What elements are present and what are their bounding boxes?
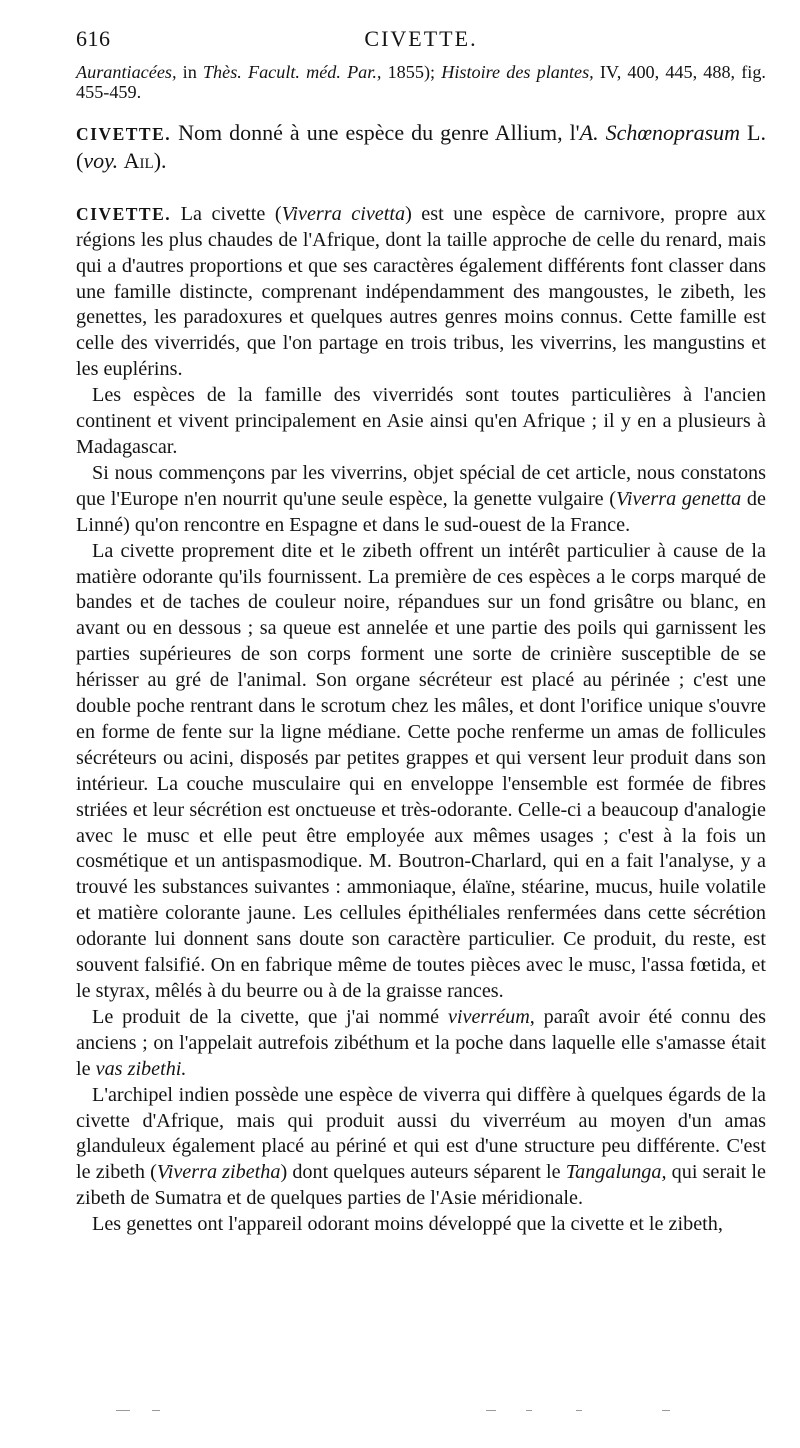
p3-italic: Viverra genetta: [616, 487, 742, 510]
entry1-text-2: L. (: [76, 120, 766, 173]
p6-italic-1: Viverra zibetha: [156, 1161, 281, 1184]
body-text: [76, 62, 766, 1238]
p6-text-a: L'archipel indien possède une espèce de viverra qui diffère à quelques égards de la civette d'Afrique, mais qui produit aussi du viverréum au moyen d'un amas glanduleux également placé au périné et qui est d'une structure peu différente. C'est le zibeth (: [76, 1083, 766, 1184]
entry-headword: CIVETTE.: [76, 124, 172, 144]
ref-text-1: in: [176, 62, 203, 82]
p5-italic-1: viverréum: [447, 1005, 530, 1028]
scan-dash: [152, 1410, 160, 1411]
scan-dash: [662, 1410, 670, 1411]
page-header: [76, 26, 766, 56]
entry1-crossref-ail: Ail: [123, 147, 154, 173]
entry-civette-animal-p1: [76, 202, 766, 383]
entry1-italic-2: voy.: [83, 147, 119, 173]
ref-italic-2: Thès. Facult. méd. Par.,: [202, 62, 382, 82]
paragraph-6: [76, 1083, 766, 1213]
paragraph-4: La civette proprement dite et le zibeth offrent un intérêt particulier à cause de la matière odorante qu'ils fournissent. La première de ces espèces a le corps marqué de bandes et de taches de couleur noire, répandues sur un fond grisâtre ou blanc, en avant ou en dessous ; sa queue est annelée et une partie des poils qui garnissent les parties supérieures de son corps forment une sorte de crinière susceptible de se hérisser au gré de l'animal. Son organe sécréteur est placé au périnée ; c'est une double poche rentrant dans le scrotum chez les mâles, et dont l'orifice unique s'ouvre en forme de fente sur la ligne médiane. Cette poche renferme un amas de follicules sécréteurs ou acini, disposés par petites grappes et qui versent leur produit dans son intérieur. La couche musculaire qui en enveloppe l'ensemble est formée de fibres striées et leur sécrétion est onctueuse et très-odorante. Celle-ci a beaucoup d'analogie avec le musc et elle peut être employée aux mêmes usages ; c'est à la fois un cosmétique et un antispasmodique. M. Boutron-Charlard, qui en a fait l'analyse, y a trouvé les substances suivantes : ammoniaque, élaïne, stéarine, mucus, huile volatile et matière colorante jaune. Les cellules épithéliales renfermées dans cette sécrétion odorante lui donnent sans doute son caractère particulier. Ce produit, du reste, est souvent falsifié. On en fabrique même de toutes pièces avec le musc, l'assa fœtida, et le styrax, mêlés à du beurre ou à de la graisse rances.: [76, 539, 766, 1002]
scan-artifact-dashes: [116, 1410, 676, 1412]
p1-italic: Viverra civetta: [281, 202, 406, 225]
entry-civette-allium: [76, 120, 766, 174]
entry1-text-3: ).: [153, 147, 167, 173]
paragraph-7: Les genettes ont l'appareil odorant moins développé que la civette et le zibeth,: [92, 1213, 723, 1236]
ref-text-3: IV, 400, 445, 488, fig. 455-459.: [76, 62, 766, 102]
p6-italic-2: Tangalunga,: [565, 1161, 667, 1184]
scan-dash: [526, 1410, 532, 1411]
scan-dash: [116, 1410, 130, 1411]
p6-text-b: ) dont quelques auteurs séparent le: [280, 1161, 566, 1184]
scan-dash: [486, 1410, 496, 1411]
running-head: CIVETTE.: [364, 26, 478, 51]
p1-text-a: La civette (: [171, 202, 282, 225]
p5-text-a: Le produit de la civette, que j'ai nommé: [92, 1005, 448, 1028]
entry1-italic-1: A. Schœnoprasum: [579, 120, 741, 145]
paragraph-5: [76, 1005, 766, 1083]
scan-dash: [576, 1410, 582, 1411]
p5-text-b: , paraît avoir été connu des anciens ; on l'appelait autrefois zibéthum et la poche dans laquelle elle s'amasse était le: [76, 1005, 766, 1080]
reference-continuation: [76, 62, 766, 102]
paragraph-3: [76, 461, 766, 539]
p1-text-b: ) est une espèce de carnivore, propre aux régions les plus chaudes de l'Afrique, dont la taille approche de celle du renard, mais qui a d'autres proportions et que ses caractères également différents font classer dans une famille distincte, comprenant indépendamment des mangoustes, le zibeth, les genettes, les paradoxures et quelques autres genres moins connus. Cette famille est celle des viverridés, que l'on partage en trois tribus, les viverrins, les mangustins et les euplérins.: [76, 202, 766, 381]
ref-italic-1: Aurantiacées,: [76, 62, 177, 82]
ref-italic-3: Histoire des plantes,: [441, 62, 594, 82]
p3-text-a: Si nous commençons par les viverrins, objet spécial de cet article, nous constatons que l'Europe n'en nourrit qu'une seule espèce, la genette vulgaire (: [76, 461, 766, 510]
p5-italic-2: vas zibethi.: [95, 1057, 187, 1080]
p6-text-c: qui serait le zibeth de Sumatra et de quelques parties de l'Asie méridionale.: [76, 1161, 766, 1210]
paragraph-2: Les espèces de la famille des viverridés sont toutes particulières à l'ancien continent et vivent principalement en Asie ainsi qu'en Afrique ; il y en a plusieurs à Madagascar.: [76, 384, 766, 458]
ref-text-2: 1855);: [381, 62, 442, 82]
entry-headword: CIVETTE.: [76, 203, 172, 224]
entry1-text-1: Nom donné à une espèce du genre Allium, l': [171, 120, 580, 145]
page-number: 616: [76, 26, 111, 51]
p3-text-b: de Linné) qu'on rencontre en Espagne et dans le sud-ouest de la France.: [76, 487, 766, 536]
